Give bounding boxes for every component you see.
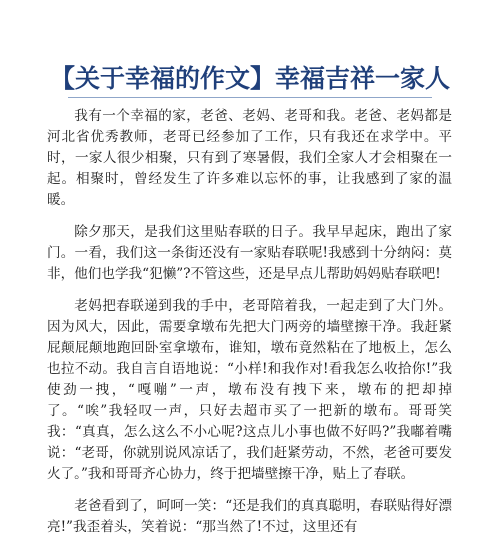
article-body [47, 106, 452, 549]
title-divider [68, 97, 432, 98]
paragraph-1: 我有一个幸福的家，老爸、老妈、老哥和我。老爸、老妈都是河北省优秀教师，老哥已经参加了工作，只有我还在求学中。平时，一家人很少相聚，只有到了寒暑假，我们全家人才会相聚在一起。相聚时，曾经发生了许多难以忘怀的事，让我感到了家的温暖。 [47, 108, 452, 208]
paragraph-2: 除夕那天，是我们这里贴春联的日子。我早早起床，跑出了家门。一看，我们这一条街还没有一家贴春联呢!我感到十分纳闷：莫非，他们也学我“犯懒”?不管这些，还是早点儿帮助妈妈贴春联吧! [47, 224, 452, 282]
article-title: 【关于幸福的作文】幸福吉祥一家人 [49, 64, 450, 93]
paragraph-3: 老妈把春联递到我的手中，老哥陪着我，一起走到了大门外。因为风大，因此，需要拿墩布先把大门两旁的墙壁擦干净。我赶紧屁颠屁颠地跑回卧室拿墩布，谁知，墩布竟然粘在了地板上，怎么也拉不动。我自言自语地说：“小样!和我作对!看我怎么收拾你!”我使劲一拽，“嘎嘣”一声，墩布没有拽下来，墩布的把却掉了。“唉”我轻叹一声，只好去超市买了一把新的墩布。哥哥笑我：“真真，怎么这么不小心呢?这点儿小事也做不好吗?”我嘟着嘴说：“老哥，你就别说风凉话了，我们赶紧劳动，不然，老爸可要发火了。”我和哥哥齐心协力，终于把墙壁擦干净，贴上了春联。 [47, 298, 452, 482]
paragraph-4: 老爸看到了，呵呵一笑：“还是我们的真真聪明，春联贴得好漂亮!”我歪着头，笑着说：“那当然了!不过，这里还有 [47, 498, 452, 535]
